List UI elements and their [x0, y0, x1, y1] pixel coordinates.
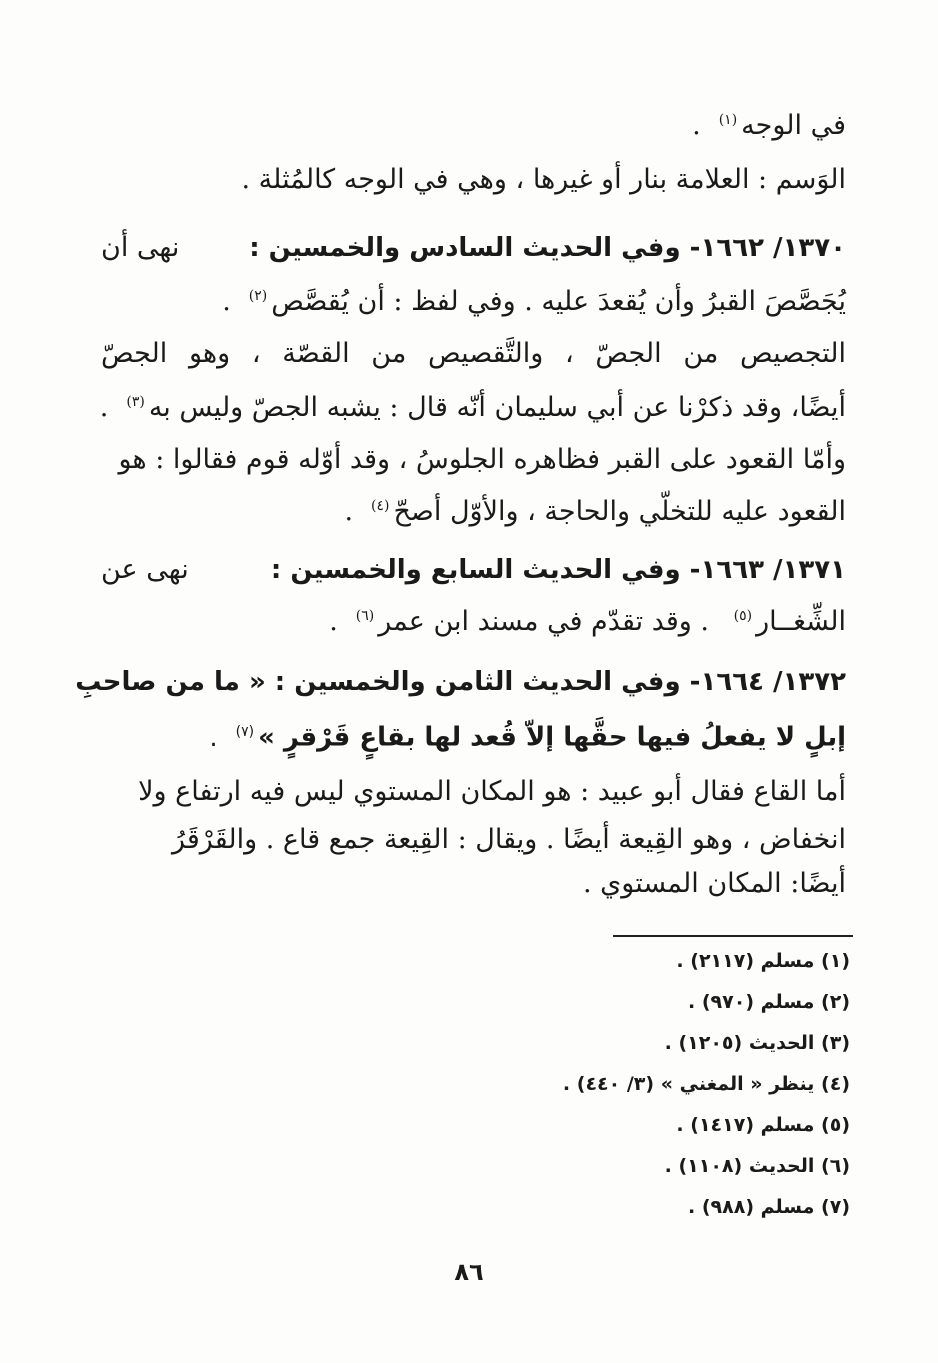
footnote-ref: (٧): [235, 724, 255, 740]
page-number: ٨٦: [454, 1258, 484, 1286]
footnote-item: (٥) مسلم (١٤١٧) .: [676, 1114, 850, 1136]
line-end: .: [329, 606, 338, 637]
line-text: في الوجه: [741, 110, 846, 141]
text-line: [101, 550, 189, 590]
line-text: أيضًا: المكان المستوي .: [582, 868, 846, 899]
footnote-item: (٧) مسلم (٩٨٨) .: [688, 1196, 850, 1218]
heading-text: ١٣٧٢/ ١٦٦٤- وفي الحديث الثامن والخمسين : « ما من صاحبِ: [75, 667, 846, 697]
line-end: .: [209, 722, 218, 753]
line-end: .: [344, 496, 354, 527]
text-line: [101, 228, 179, 268]
line-end: .: [99, 392, 109, 423]
footnote-ref: (٥): [733, 608, 753, 624]
footnote-ref: (٢): [248, 288, 268, 304]
footnote-item: (٢) مسلم (٩٧٠) .: [688, 991, 850, 1013]
footnote-item: (٦) الحديث (١١٠٨) .: [664, 1155, 850, 1177]
footnote-item: (٣) الحديث (١٢٠٥) .: [664, 1032, 850, 1054]
heading-text: ١٣٧١/ ١٦٦٣- وفي الحديث السابع والخمسين :: [270, 555, 846, 585]
line-text: نهى عن: [101, 554, 189, 585]
line-text: إبلٍ لا يفعلُ فيها حقَّها إلاّ قُعد لها بقاعٍ قَرْقرٍ »: [258, 722, 846, 753]
footnote-item: (١) مسلم (٢١١٧) .: [676, 950, 850, 972]
line-text: نهى أن: [101, 232, 180, 263]
footnote-ref: (٣): [126, 394, 145, 410]
line-text: . وقد تقدّم في مسند ابن عمر: [378, 606, 709, 637]
line-text: وأمّا القعود على القبر فظاهره الجلوسُ ، وقد أوّله قوم فقالوا : هو: [118, 444, 846, 475]
heading-text: ١٣٧٠/ ١٦٦٢- وفي الحديث السادس والخمسين :: [249, 233, 846, 263]
line-text: انخفاض ، وهو القِيعة أيضًا . ويقال : القِيعة جمع قاع . والقَرْقَرُ: [172, 824, 846, 855]
line-text: الشِّغــار: [756, 606, 846, 637]
footnote-item: (٤) ينظر « المغني » (٣/ ٤٤٠) .: [562, 1073, 850, 1095]
footnote-ref: (٦): [355, 608, 375, 624]
line-text: القعود عليه للتخلّي والحاجة ، والأوّل أصحّ: [393, 496, 846, 527]
line-text: الوَسم : العلامة بنار أو غيرها ، وهي في الوجه كالمُثلة .: [241, 164, 846, 195]
line-text: التجصيص من الجصّ ، والتَّقصيص من القصّة ، وهو الجصّ: [101, 338, 846, 369]
line-end: .: [222, 286, 231, 317]
footnote-ref: (٤): [371, 498, 390, 514]
line-text: أما القاع فقال أبو عبيد : هو المكان المستوي ليس فيه ارتفاع ولا: [138, 776, 846, 807]
line-end: .: [692, 110, 701, 141]
line-text: يُجَصَّصَ القبرُ وأن يُقعدَ عليه . وفي لفظ : أن يُقصَّص: [271, 286, 846, 317]
line-text: أيضًا، وقد ذكرْنا عن أبي سليمان أنّه قال : يشبه الجصّ وليس به: [148, 392, 846, 423]
footnote-ref: (١): [718, 112, 738, 128]
footnotes: [430, 0, 850, 1250]
